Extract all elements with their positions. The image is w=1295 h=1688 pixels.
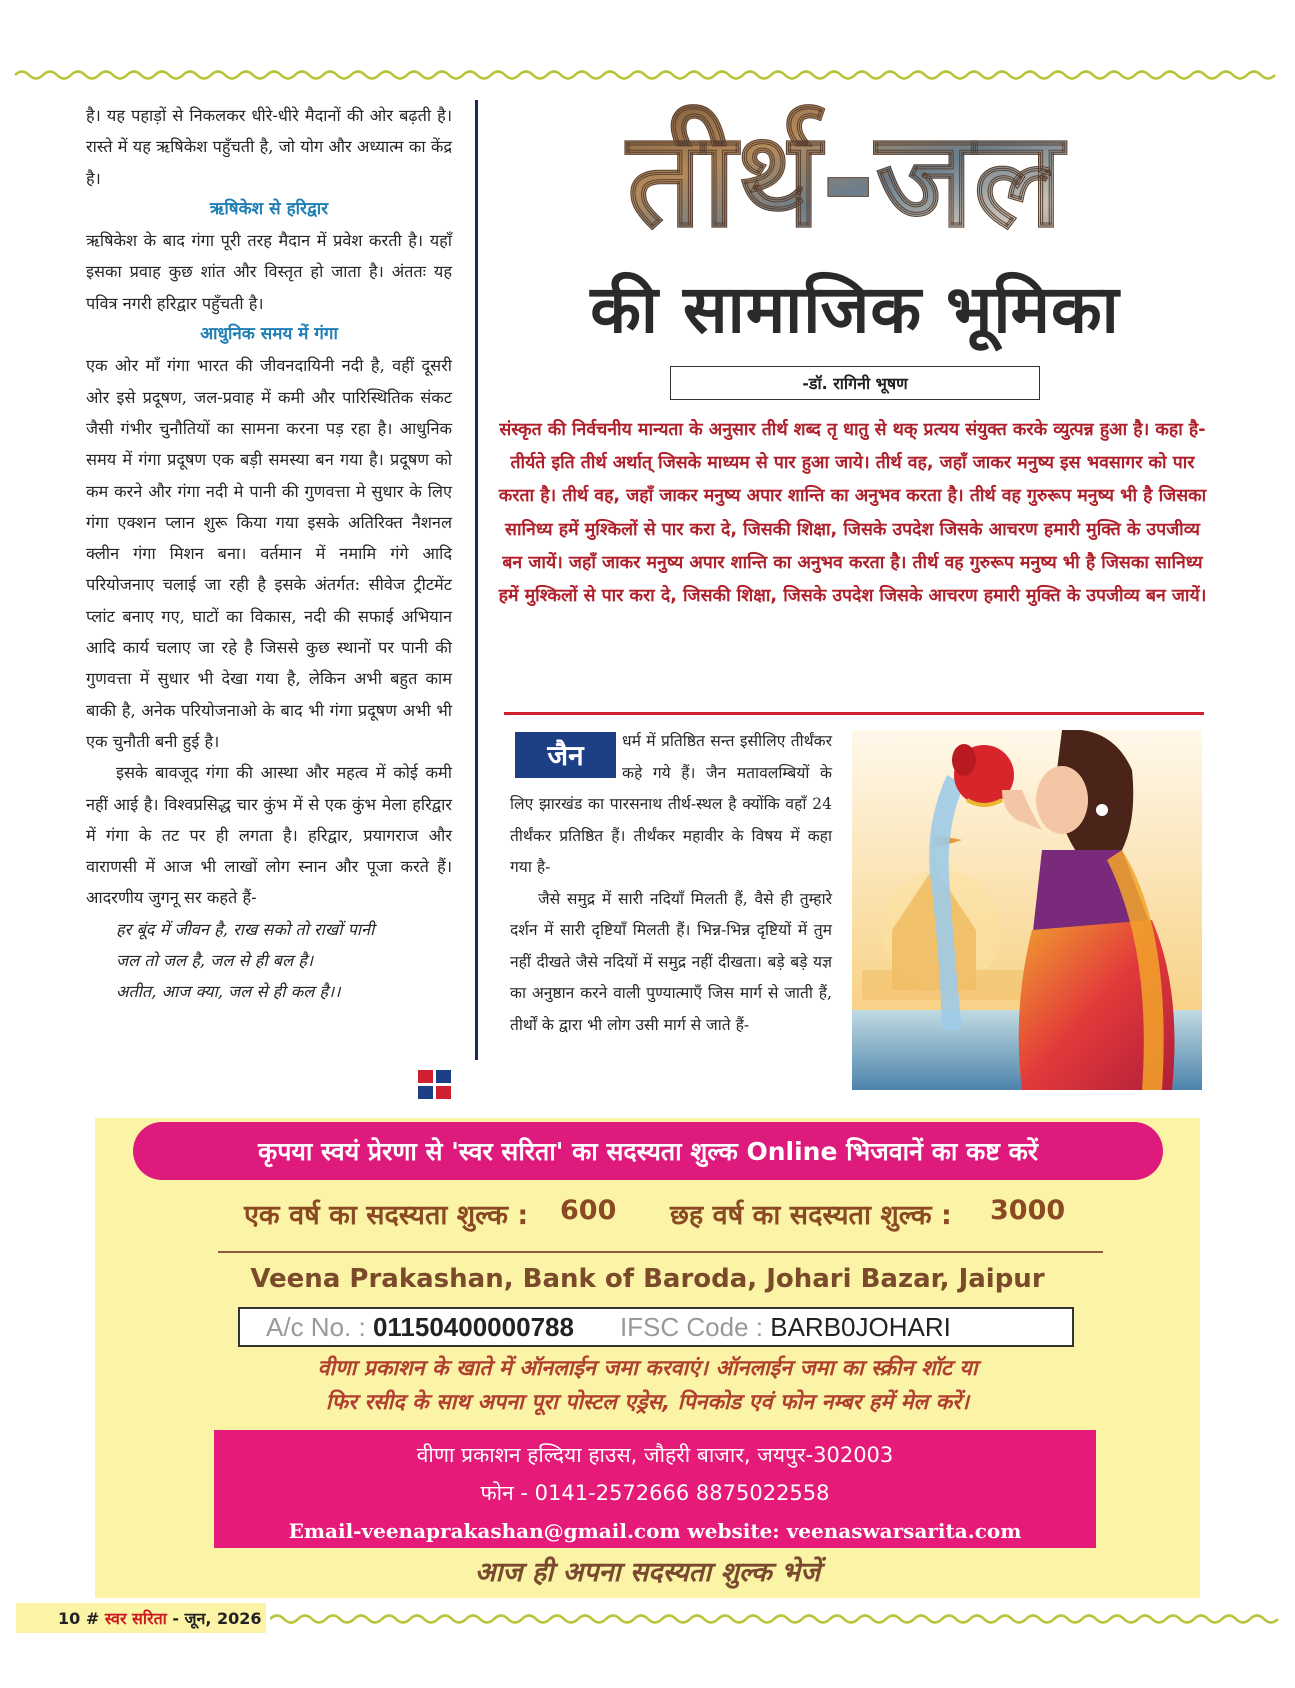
jain-badge: जैन (515, 732, 616, 778)
bank-details: Veena Prakashan, Bank of Baroda, Johari Bazar, Jaipur (250, 1264, 1045, 1294)
woman-pouring-water-illustration (852, 730, 1202, 1090)
ifsc-code: BARB0JOHARI (770, 1311, 951, 1342)
fees-row (200, 1195, 1100, 1239)
subscription-banner: कृपया स्वयं प्रेरणा से 'स्वर सरिता' का सदस्यता शुल्क Online भिजवानें का कष्ट करें (133, 1122, 1163, 1180)
page-number: 10 # (58, 1608, 100, 1628)
fees-divider (218, 1251, 1103, 1253)
note-line: फिर रसीद के साथ अपना पूरा पोस्टल एड्रेस, पिनकोड एवं फोन नम्बर हमें मेल करें। (325, 1390, 970, 1415)
intro-paragraph: संस्कृत की निर्वचनीय मान्यता के अनुसार तीर्थ शब्द तृ धातु से थक् प्रत्यय संयुक्त करके व्युत्पन्न हुआ है। कहा है- तीर्यते इति तीर्थ अर्थात् जिसके माध्यम से पार हुआ जाये। तीर्थ वह, जहाँ जाकर मनुष्य इस भवसागर को पार करता है। तीर्थ वह, जहाँ जाकर मनुष्य अपार शान्ति का अनुभव करता है। तीर्थ वह गुरुरूप मनुष्य भी है जिसका सानिध्य हमें मुश्किलों से पार करा दे, जिसकी शिक्षा, जिसके उपदेश जिसके आचरण हमारी मुक्ति के उपजीव्य बन जायें। जहाँ जाकर मनुष्य अपार शान्ति का अनुभव करता है। तीर्थ वह गुरुरूप मनुष्य भी है जिसका सानिध्य हमें मुश्किलों से पार करा दे, जिसकी शिक्षा, जिसके उपदेश जिसके आचरण हमारी मुक्ति के उपजीव्य बन जायें। (498, 420, 1207, 607)
phone-numbers: फोन - 0141-2572666 8875022558 (480, 1481, 830, 1505)
column-divider (475, 100, 478, 1060)
six-year-fee-label: छह वर्ष का सदस्यता शुल्क : (670, 1200, 952, 1231)
paragraph: जैसे समुद्र में सारी नदियाँ मिलती हैं, वैसे ही तुम्हारे दर्शन में सारी दृष्टियाँ मिलती हैं। भिन्न-भिन्न दृष्टियों में तुम नहीं दीखते जैसे नदियों में समुद्र नहीं दीखता। बड़े बड़े यज्ञ का अनुष्ठान करने वाली पुण्यात्माएँ जिस मार्ग से जाती हैं, तीर्थों के द्वारा भी लोग उसी मार्ग से जाते हैं- (510, 889, 832, 1034)
email-website: Email-veenaprakashan@gmail.com website: veenaswarsarita.com (288, 1519, 1022, 1543)
postal-address: वीणा प्रकाशन हल्दिया हाउस, जौहरी बाजार, जयपुर-302003 (416, 1443, 894, 1467)
title-line-2: की सामाजिक भूमिका (590, 271, 1120, 348)
payment-note (95, 1352, 1200, 1420)
title-line-1: तीर्थ-जल (626, 103, 1064, 257)
poem-line: जल तो जल है, जल से ही बल है। (116, 951, 314, 971)
account-box (238, 1307, 1074, 1347)
account-number: 01150400000788 (372, 1311, 574, 1342)
bottom-wave-border (270, 1610, 1280, 1628)
top-wave-border (0, 66, 1295, 84)
paragraph: धर्म में प्रतिष्ठित सन्त इसीलिए तीर्थंकर कहे गये हैं। जैन मतावलम्बियों के लिए झारखंड का पारसनाथ तीर्थ-स्थल है क्योंकि वहाँ 24 तीर्थंकर प्रतिष्ठित हैं। तीर्थंकर महावीर के विषय में कहा गया है- (510, 732, 832, 876)
section-heading: आधुनिक समय में गंगा (200, 324, 338, 345)
left-column (86, 100, 452, 1008)
note-line: वीणा प्रकाशन के खाते में ऑनलाईन जमा करवाएं। ऑनलाईन जमा का स्क्रीन शॉट या (317, 1356, 978, 1381)
one-year-fee-label: एक वर्ष का सदस्यता शुल्क : (244, 1200, 529, 1231)
ifsc-label: IFSC Code : (619, 1311, 764, 1342)
paragraph: है। यह पहाड़ों से निकलकर धीरे-धीरे मैदानों की ओर बढ़ती है। रास्ते में यह ऋषिकेश पहुँचती है, जो योग और अध्यात्म का केंद्र है। (86, 106, 452, 188)
account-label: A/c No. : (266, 1311, 366, 1342)
poem-line: अतीत, आज क्या, जल से ही कल है।। (116, 982, 341, 1002)
six-year-fee-value: 3000 (990, 1195, 1066, 1226)
paragraph: एक ओर माँ गंगा भारत की जीवनदायिनी नदी है, वहीं दूसरी ओर इसे प्रदूषण, जल-प्रवाह में कमी और पारिस्थितिक संकट जैसी गंभीर चुनौतियों का सामना करना पड़ रहा है। आधुनिक समय में गंगा प्रदूषण एक बड़ी समस्या बन गया है। प्रदूषण को कम करने और गंगा नदी मे पानी की गुणवत्ता मे सुधार के लिए गंगा एक्शन प्लान शुरू किया गया इसके अतिरिक्त नैशनल क्लीन गंगा मिशन बना। वर्तमान में नमामि गंगे आदि परियोजनाए चलाई जा रही है इसके अंतर्गत: सीवेज ट्रीटमेंट प्लांट बनाए गए, घाटों का विकास, नदी की सफाई अभियान आदि कार्य चलाए जा रहे है जिससे कुछ स्थानों पर पानी की गुणवत्ता में सुधार भी देखा गया है, लेकिन अभी बहुत काम बाकी है, अनेक परियोजनाओ के बाद भी गंगा प्रदूषण अभी भी एक चुनौती बनी हुई है। (86, 356, 452, 751)
poem-line: हर बूंद में जीवन है, राख सको तो राखों पानी (116, 919, 375, 939)
author-byline: -डॉ. रागिनी भूषण (670, 366, 1040, 400)
section-heading: ऋषिकेश से हरिद्वार (209, 198, 329, 219)
section-divider (504, 712, 1204, 715)
address-box (214, 1430, 1096, 1548)
one-year-fee-value: 600 (560, 1195, 617, 1226)
paragraph: ऋषिकेश के बाद गंगा पूरी तरह मैदान में प्रवेश करती है। यहाँ इसका प्रवाह कुछ शांत और विस्तृत हो जाता है। अंततः यह पवित्र नगरी हरिद्वार पहुँचती है। (86, 231, 452, 313)
paragraph: इसके बावजूद गंगा की आस्था और महत्व में कोई कमी नहीं आई है। विश्वप्रसिद्ध चार कुंभ में से एक कुंभ मेला हरिद्वार में गंगा के तट पर ही लगता है। हरिद्वार, प्रयागराज और वाराणसी में आज भी लाखों लोग स्नान और पूजा करते हैं। आदरणीय जुगनू सर कहते हैं- (86, 763, 452, 908)
subscribe-callout: आज ही अपना सदस्यता शुल्क भेजें (474, 1557, 821, 1588)
page-footer (16, 1603, 266, 1633)
issue-date: - जून, 2026 (172, 1609, 262, 1628)
magazine-name: स्वर सरिता (104, 1609, 167, 1628)
article-continue-icon (418, 1070, 452, 1100)
